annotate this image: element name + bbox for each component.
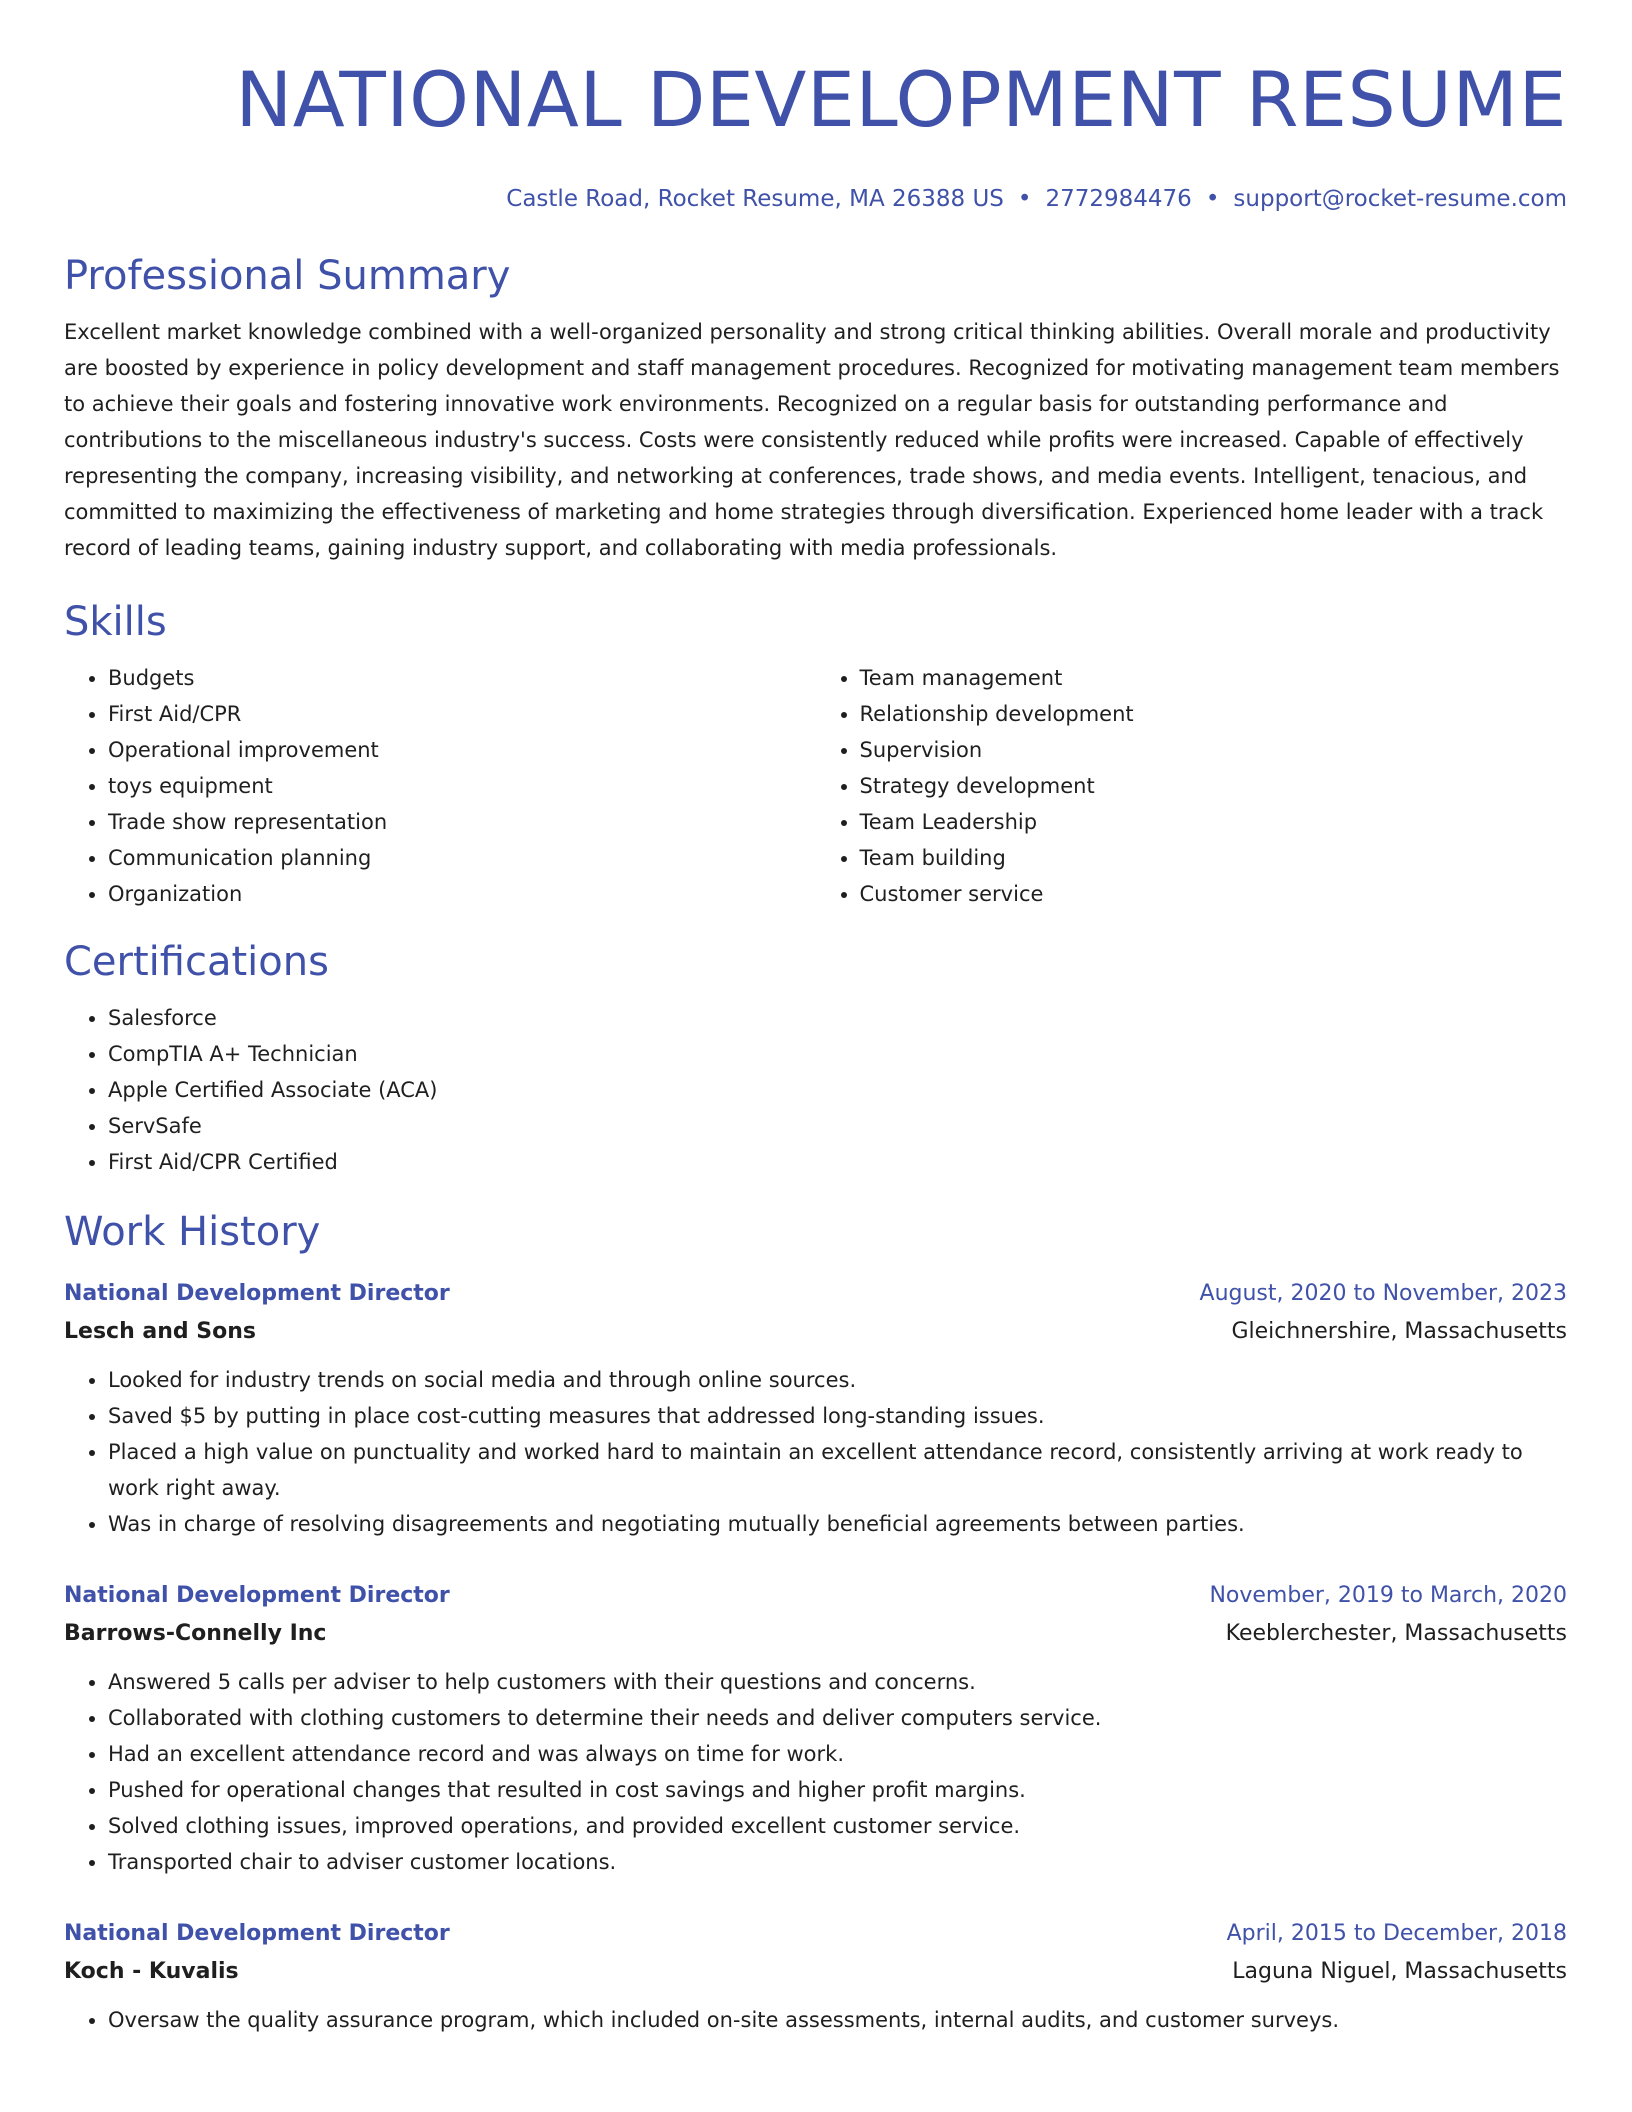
skill-item: • First Aid/CPR bbox=[108, 696, 816, 732]
job-bullet: • Saved $5 by putting in place cost-cutting measures that addressed long-standing issues. bbox=[108, 1398, 1567, 1434]
contact-email[interactable]: support@rocket-resume.com bbox=[1233, 186, 1567, 212]
resume-header bbox=[64, 0, 1567, 214]
certification-item: • Salesforce bbox=[108, 1000, 1567, 1036]
job-dates: November, 2019 to March, 2020 bbox=[1209, 1583, 1567, 1608]
job-location: Keeblerchester, Massachusetts bbox=[1225, 1621, 1567, 1646]
skill-item: • Operational improvement bbox=[108, 732, 816, 768]
certifications-list bbox=[64, 1000, 1567, 1180]
skill-item: • Customer service bbox=[860, 876, 1568, 912]
certifications-heading: Certifications bbox=[64, 939, 329, 985]
skill-item: • Organization bbox=[108, 876, 816, 912]
job-location: Laguna Niguel, Massachusetts bbox=[1232, 1959, 1567, 1984]
job-title: National Development Director bbox=[64, 1281, 450, 1306]
summary-text: Excellent market knowledge combined with a well-organized personality and strong critical thinking abilities. Overall morale and productivity are boosted by experience in policy development and staff management procedures. Recognized for motivating management team members to achieve their goals and fostering innovative work environments. Recognized on a regular basis for outstanding performance and contributions to the miscellaneous industry's success. Costs were consistently reduced while profits were increased. Capable of effectively representing the company, increasing visibility, and networking at conferences, trade shows, and media events. Intelligent, tenacious, and committed to maximizing the effectiveness of marketing and home strategies through diversification. Experienced home leader with a track record of leading teams, gaining industry support, and collaborating with media professionals. bbox=[64, 320, 1560, 560]
job-company-row bbox=[64, 1614, 1567, 1654]
job-bullet: • Transported chair to adviser customer locations. bbox=[108, 1844, 1567, 1880]
certification-item: • First Aid/CPR Certified bbox=[108, 1144, 1567, 1180]
job-entry bbox=[64, 1578, 1567, 1880]
skill-item: • Team management bbox=[860, 660, 1568, 696]
job-bullet: • Placed a high value on punctuality and worked hard to maintain an excellent attendance record, consistently arriving at work ready to work right away. bbox=[108, 1434, 1567, 1506]
resume-page bbox=[64, 0, 1567, 2112]
contact-address: Castle Road, Rocket Resume, MA 26388 US bbox=[506, 186, 1004, 212]
job-dates: August, 2020 to November, 2023 bbox=[1199, 1281, 1567, 1306]
certification-item: • CompTIA A+ Technician bbox=[108, 1036, 1567, 1072]
job-dates: April, 2015 to December, 2018 bbox=[1226, 1921, 1567, 1946]
job-company-row bbox=[64, 1312, 1567, 1352]
job-title: National Development Director bbox=[64, 1921, 450, 1946]
skill-item: • Trade show representation bbox=[108, 804, 816, 840]
job-entry bbox=[64, 1276, 1567, 1542]
job-company: Lesch and Sons bbox=[64, 1319, 257, 1344]
job-bullet: • Pushed for operational changes that resulted in cost savings and higher profit margins. bbox=[108, 1772, 1567, 1808]
skill-item: • Relationship development bbox=[860, 696, 1568, 732]
certification-item: • ServSafe bbox=[108, 1108, 1567, 1144]
job-title-row bbox=[64, 1578, 1567, 1614]
job-company-row bbox=[64, 1952, 1567, 1992]
job-entry bbox=[64, 1916, 1567, 2038]
summary-heading: Professional Summary bbox=[64, 253, 511, 299]
job-bullet: • Answered 5 calls per adviser to help customers with their questions and concerns. bbox=[108, 1664, 1567, 1700]
skill-item: • Budgets bbox=[108, 660, 816, 696]
job-location: Gleichnershire, Massachusetts bbox=[1231, 1319, 1567, 1344]
job-bullets bbox=[64, 1664, 1567, 1880]
job-company: Koch - Kuvalis bbox=[64, 1959, 239, 1984]
job-bullet: • Had an excellent attendance record and was always on time for work. bbox=[108, 1736, 1567, 1772]
resume-title: NATIONAL DEVELOPMENT RESUME bbox=[235, 55, 1567, 144]
certification-item: • Apple Certified Associate (ACA) bbox=[108, 1072, 1567, 1108]
skills-list-right bbox=[816, 660, 1568, 912]
contact-phone: 2772984476 bbox=[1045, 186, 1192, 212]
contact-separator: • bbox=[1017, 186, 1032, 212]
job-bullet: • Was in charge of resolving disagreements and negotiating mutually beneficial agreements between parties. bbox=[108, 1506, 1567, 1542]
job-bullet: • Collaborated with clothing customers to determine their needs and deliver computers service. bbox=[108, 1700, 1567, 1736]
skill-item: • Supervision bbox=[860, 732, 1568, 768]
job-title-row bbox=[64, 1276, 1567, 1312]
skill-item: • Team building bbox=[860, 840, 1568, 876]
skills-heading: Skills bbox=[64, 599, 167, 645]
job-company: Barrows-Connelly Inc bbox=[64, 1621, 327, 1646]
job-title: National Development Director bbox=[64, 1583, 450, 1608]
job-title-row bbox=[64, 1916, 1567, 1952]
job-bullet: • Oversaw the quality assurance program, which included on-site assessments, internal audits, and customer surveys. bbox=[108, 2002, 1567, 2038]
job-bullet: • Looked for industry trends on social media and through online sources. bbox=[108, 1362, 1567, 1398]
job-bullet: • Solved clothing issues, improved operations, and provided excellent customer service. bbox=[108, 1808, 1567, 1844]
skill-item: • Team Leadership bbox=[860, 804, 1568, 840]
contact-line bbox=[64, 184, 1567, 214]
work-history-heading: Work History bbox=[64, 1209, 321, 1255]
job-bullets bbox=[64, 2002, 1567, 2038]
skill-item: • Communication planning bbox=[108, 840, 816, 876]
skills-list-left bbox=[64, 660, 816, 912]
skills-columns bbox=[64, 660, 1567, 912]
job-bullets bbox=[64, 1362, 1567, 1542]
skill-item: • toys equipment bbox=[108, 768, 816, 804]
skill-item: • Strategy development bbox=[860, 768, 1568, 804]
contact-separator: • bbox=[1205, 186, 1220, 212]
